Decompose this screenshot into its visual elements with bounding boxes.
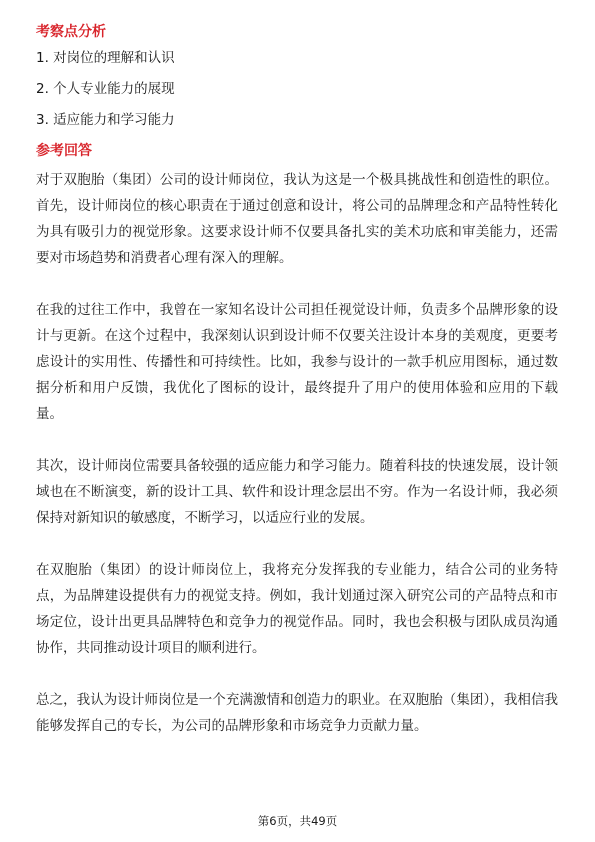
analysis-list xyxy=(36,48,558,130)
analysis-item-2: 2. 个人专业能力的展现 xyxy=(36,81,175,97)
answer-paragraph-5: 总之，我认为设计师岗位是一个充满激情和创造力的职业。在双胞胎（集团），我相信我能够发挥自己的专长，为公司的品牌形象和市场竞争力贡献力量。 xyxy=(36,692,558,734)
analysis-heading: 考察点分析 xyxy=(36,24,106,40)
analysis-item-3: 3. 适应能力和学习能力 xyxy=(36,112,175,128)
answer-paragraph-1: 对于双胞胎（集团）公司的设计师岗位，我认为这是一个极具挑战性和创造性的职位。首先，设计师岗位的核心职责在于通过创意和设计，将公司的品牌理念和产品特性转化为具有吸引力的视觉形象。这要求设计师不仅要具备扎实的美术功底和审美能力，还需要对市场趋势和消费者心理有深入的理解。 xyxy=(36,172,558,266)
answer-paragraph-3: 其次，设计师岗位需要具备较强的适应能力和学习能力。随着科技的快速发展，设计领域也在不断演变，新的设计工具、软件和设计理念层出不穷。作为一名设计师，我必须保持对新知识的敏感度，不断学习，以适应行业的发展。 xyxy=(36,458,558,526)
answer-paragraph-4: 在双胞胎（集团）的设计师岗位上，我将充分发挥我的专业能力，结合公司的业务特点，为品牌建设提供有力的视觉支持。例如，我计划通过深入研究公司的产品特点和市场定位，设计出更具品牌特色和竞争力的视觉作品。同时，我也会积极与团队成员沟通协作，共同推动设计项目的顺利进行。 xyxy=(36,562,558,656)
answer-heading: 参考回答 xyxy=(36,143,92,159)
answer-paragraph-2: 在我的过往工作中，我曾在一家知名设计公司担任视觉设计师，负责多个品牌形象的设计与更新。在这个过程中，我深刻认识到设计师不仅要关注设计本身的美观度，更要考虑设计的实用性、传播性和可持续性。比如，我参与设计的一款手机应用图标，通过数据分析和用户反馈，我优化了图标的设计，最终提升了用户的使用体验和应用的下载量。 xyxy=(36,302,558,422)
page-content xyxy=(36,22,558,765)
page-footer: 第6页，共49页 xyxy=(257,814,338,828)
analysis-item-1: 1. 对岗位的理解和认识 xyxy=(36,50,175,66)
